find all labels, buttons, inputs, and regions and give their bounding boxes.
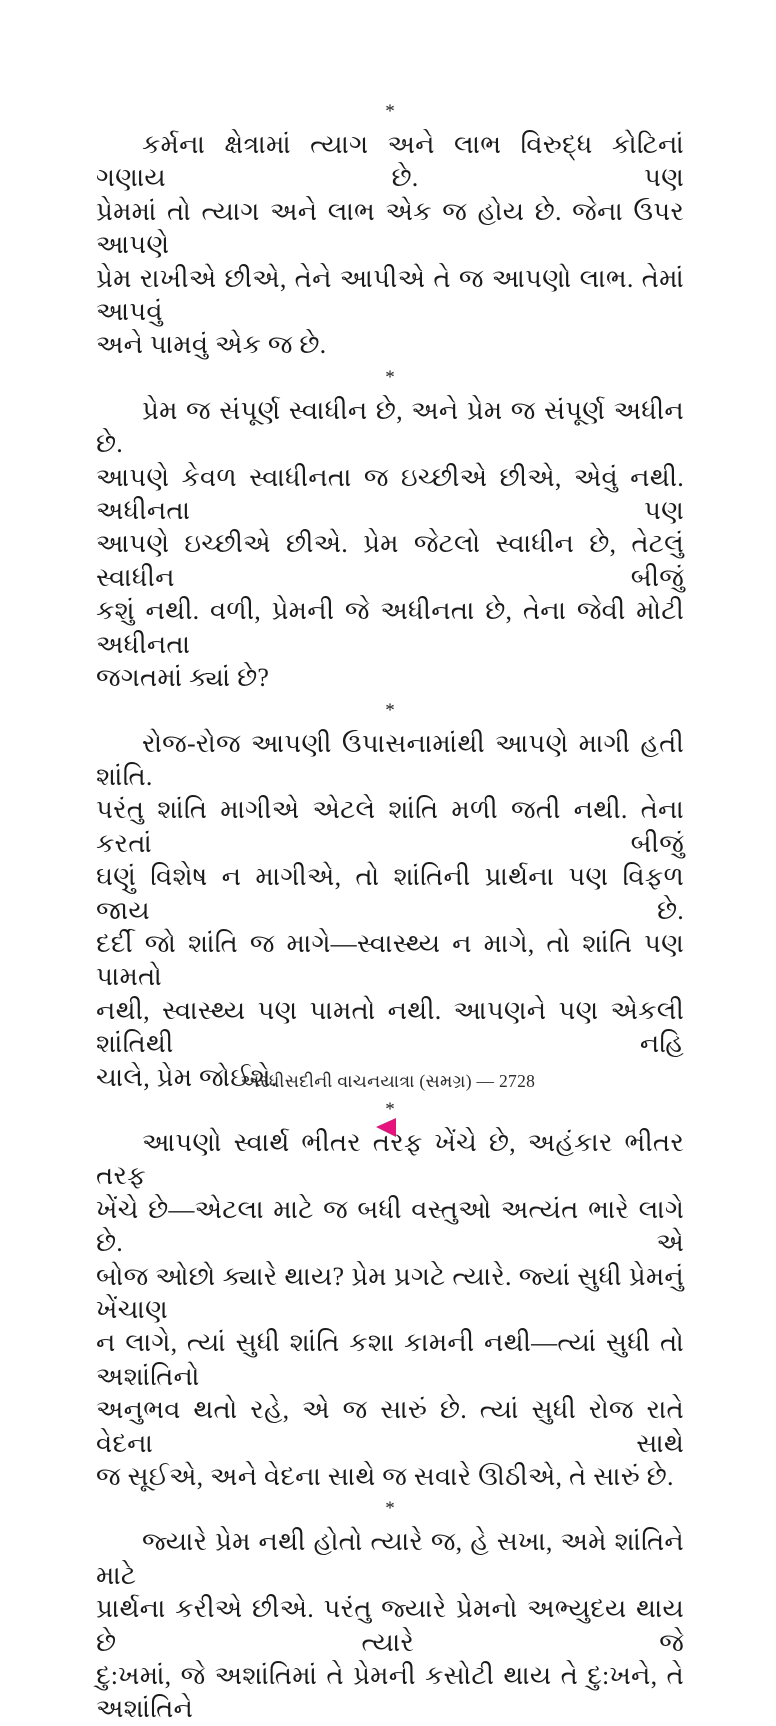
text-line: પ્રેમમાં તો ત્યાગ અને લાભ એક જ હોય છે. જેના ઉપર આપણે: [96, 196, 684, 260]
paragraph: [96, 727, 684, 1094]
text-line: પ્રેમ રાખીએ છીએ, તેને આપીએ તે જ આપણો લાભ. તેમાં આપવું: [96, 263, 684, 327]
paragraph: [96, 1525, 684, 1725]
text-line: જ્યારે પ્રેમ નથી હોતો ત્યારે જ, હે સખા, અમે શાંતિને માટે: [96, 1527, 684, 1590]
text-line: આપણો સ્વાર્થ ભીતર તરફ ખેંચે છે, અહંકાર ભીતર તરફ: [96, 1127, 684, 1191]
text-line: પ્રેમ જ સંપૂર્ણ સ્વાધીન છે, અને પ્રેમ જ સંપૂર્ણ અધીન છે.: [96, 395, 684, 459]
section-separator: *: [385, 1098, 395, 1120]
text-line: પરંતુ શાંતિ માગીએ એટલે શાંતિ મળી જતી નથી. તેના કરતાં બીજું: [96, 795, 684, 858]
body-text: [96, 96, 684, 1726]
section-separator: *: [385, 1498, 395, 1520]
paragraph: [96, 1126, 684, 1493]
text-line: ઘણું વિશેષ ન માગીએ, તો શાંતિની પ્રાર્થના પણ વિફળ જાય છે.: [96, 862, 684, 925]
text-line: જગતમાં ક્યાં છે?: [96, 663, 270, 693]
text-line: આપણે કેવળ સ્વાધીનતા જ ઇચ્છીએ છીએ, એવું નથી. અધીનતા પણ: [96, 462, 684, 526]
paragraph: [96, 394, 684, 695]
text-line: ચાલે, પ્રેમ જોઈશે.: [96, 1062, 278, 1092]
paragraph: [96, 128, 684, 362]
text-line: કર્મના ક્ષેત્રામાં ત્યાગ અને લાભ વિરુદ્ધ કોટિનાં ગણાય છે. પણ: [96, 130, 684, 193]
text-line: રોજ-રોજ આપણી ઉપાસનામાંથી આપણે માગી હતી શાંતિ.: [96, 728, 684, 791]
text-line: ન લાગે, ત્યાં સુધી શાંતિ કશા કામની નથી—ત્યાં સુધી તો અશાંતિનો: [96, 1328, 684, 1391]
text-line: બોજ ઓછો ક્યારે થાય? પ્રેમ પ્રગટે ત્યારે. જ્યાં સુધી પ્રેમનું ખેંચાણ: [96, 1261, 684, 1324]
text-line: કશું નથી. વળી, પ્રેમની જે અધીનતા છે, તેના જેવી મોટી અધીનતા: [96, 596, 684, 659]
text-line: દુ:ખમાં, જે અશાંતિમાં તે પ્રેમની કસોટી થાય તે દુ:ખને, તે અશાંતિને: [96, 1661, 684, 1724]
section-separator: *: [385, 366, 395, 388]
text-line: દર્દી જો શાંતિ જ માગે—સ્વાસ્થ્ય ન માગે, તો શાંતિ પણ પામતો: [96, 928, 684, 992]
back-arrow-icon[interactable]: [376, 1118, 396, 1137]
text-line: અનુભવ થતો રહે, એ જ સારું છે. ત્યાં સુધી રોજ રાતે વેદના સાથે: [96, 1395, 684, 1458]
section-separator: *: [385, 101, 395, 122]
footer-caption: અરધીસદીની વાચનયાત્રા (સમગ્ર) — 2728: [240, 1071, 536, 1091]
text-line: પ્રાર્થના કરીએ છીએ. પરંતુ જ્યારે પ્રેમનો અભ્યુદય થાય છે ત્યારે જે: [96, 1594, 684, 1657]
text-line: નથી, સ્વાસ્થ્ય પણ પામતો નથી. આપણને પણ એકલી શાંતિથી નહિ: [96, 995, 684, 1059]
text-line: જ સૂઈએ, અને વેદના સાથે જ સવારે ઊઠીએ, તે સારું છે.: [96, 1462, 674, 1492]
text-line: ખેંચે છે—એટલા માટે જ બધી વસ્તુઓ અત્યંત ભારે લાગે છે. એ: [96, 1194, 684, 1258]
text-line: આપણે ઇચ્છીએ છીએ. પ્રેમ જેટલો સ્વાધીન છે, તેટલું સ્વાધીન બીજું: [96, 529, 684, 592]
section-separator: *: [385, 699, 395, 721]
text-line: અને પામવું એક જ છે.: [96, 330, 327, 360]
